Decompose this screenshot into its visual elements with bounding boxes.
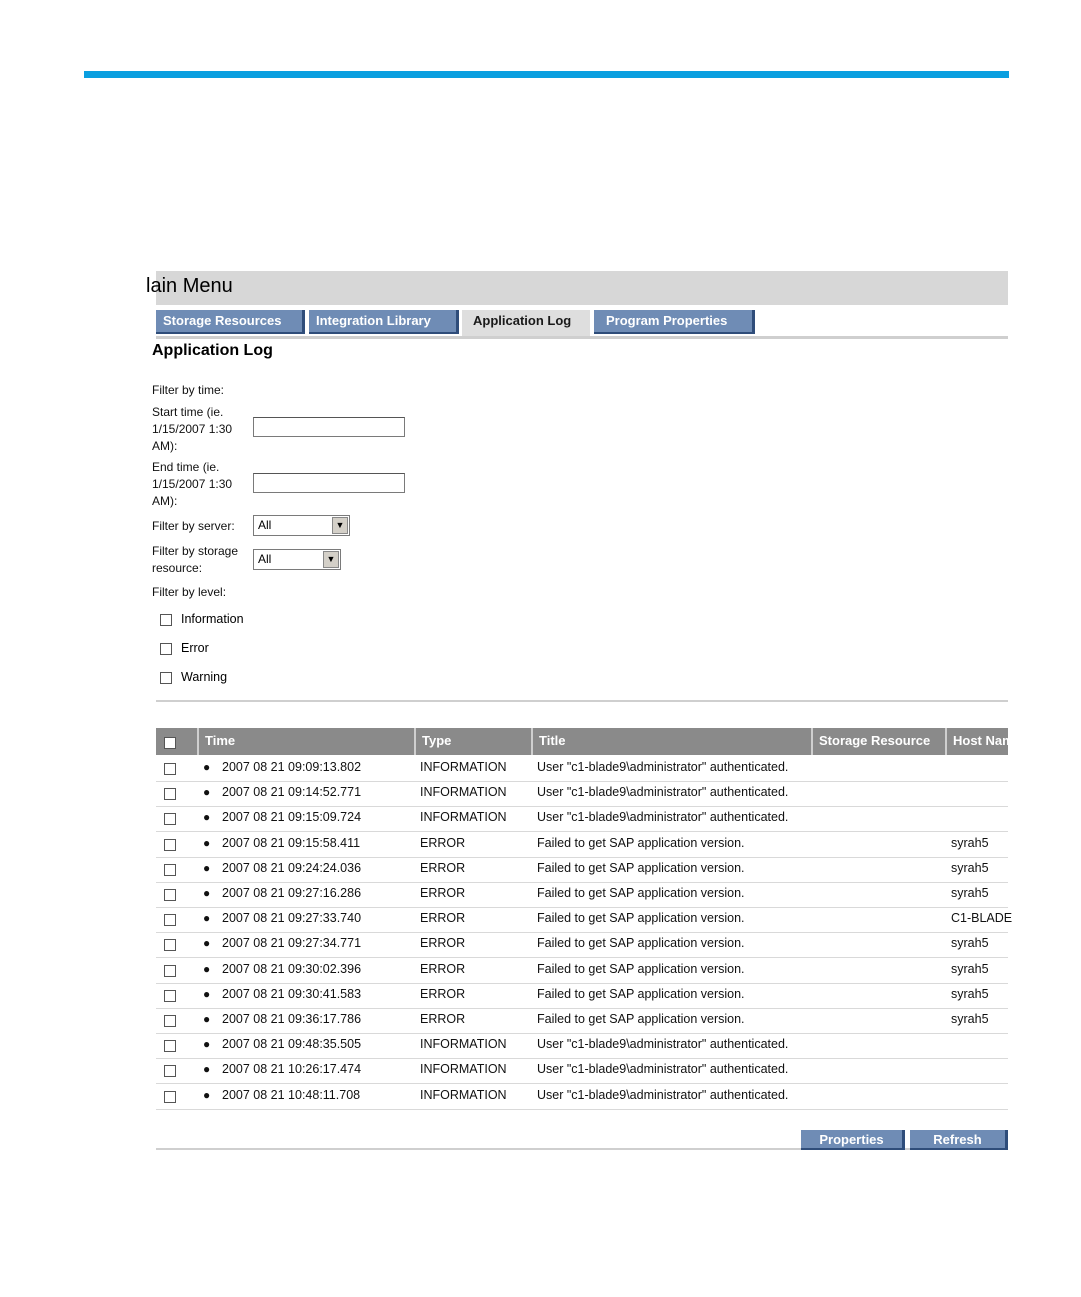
end-time-label-line: 1/15/2007 1:30 (152, 477, 233, 491)
start-time-input[interactable] (253, 417, 405, 437)
bullet-icon: ● (203, 1037, 211, 1052)
tab-bar (156, 310, 1008, 336)
end-time-label-line: AM): (152, 494, 178, 508)
server-select[interactable] (253, 515, 350, 536)
table-row[interactable] (156, 983, 1008, 1009)
bullet-icon: ● (203, 936, 211, 951)
warning-checkbox[interactable] (160, 672, 172, 684)
table-row[interactable] (156, 1058, 1008, 1084)
row-checkbox[interactable] (164, 1015, 176, 1027)
cell-time: 2007 08 21 09:24:24.036 (222, 860, 362, 875)
row-checkbox[interactable] (164, 813, 176, 825)
cell-time: 2007 08 21 10:48:11.708 (222, 1087, 361, 1102)
row-checkbox[interactable] (164, 839, 176, 851)
cell-type: ERROR (420, 961, 466, 976)
end-time-input[interactable] (253, 473, 405, 493)
bullet-icon: ● (203, 785, 211, 800)
cell-type: INFORMATION (420, 1037, 507, 1052)
cell-title: Failed to get SAP application version. (537, 936, 745, 951)
filter-divider (156, 700, 1008, 702)
error-label: Error (181, 641, 209, 655)
row-checkbox[interactable] (164, 939, 176, 951)
cell-host-name: C1-BLADE (951, 911, 1013, 926)
cell-host-name: syrah5 (951, 1012, 989, 1026)
cell-host-name: syrah5 (951, 986, 989, 1001)
storage-filter-label-line: resource: (152, 561, 203, 575)
bullet-icon: ● (203, 810, 211, 825)
row-checkbox[interactable] (164, 990, 176, 1002)
bullet-icon: ● (203, 835, 211, 850)
cell-title: User "c1-blade9\administrator" authenticated. (537, 1062, 789, 1077)
application-window (146, 271, 1021, 1156)
row-checkbox[interactable] (164, 965, 176, 977)
properties-button[interactable]: Properties (801, 1130, 905, 1150)
row-checkbox[interactable] (164, 864, 176, 876)
bullet-icon: ● (203, 760, 211, 774)
tab-underline (156, 336, 1008, 339)
column-header-type[interactable]: Type (414, 728, 531, 755)
cell-host-name: syrah5 (951, 860, 989, 875)
table-row[interactable] (156, 1084, 1008, 1110)
log-table-header (156, 728, 1021, 755)
row-checkbox[interactable] (164, 914, 176, 926)
bullet-icon: ● (203, 860, 211, 875)
cell-time: 2007 08 21 09:27:16.286 (222, 886, 362, 900)
table-row[interactable] (156, 832, 1008, 858)
end-time-label (152, 459, 232, 510)
cell-type: INFORMATION (420, 1087, 507, 1102)
cell-title: Failed to get SAP application version. (537, 1012, 745, 1026)
cell-type: ERROR (420, 860, 466, 875)
cell-time: 2007 08 21 09:30:41.583 (222, 986, 362, 1001)
cell-time: 2007 08 21 09:14:52.771 (222, 785, 362, 800)
cell-title: Failed to get SAP application version. (537, 886, 745, 900)
error-checkbox[interactable] (160, 643, 172, 655)
column-header-host-name[interactable]: Host Name (945, 728, 1008, 755)
bullet-icon: ● (203, 1012, 211, 1026)
cell-time: 2007 08 21 09:48:35.505 (222, 1037, 362, 1052)
column-header-storage-resource[interactable]: Storage Resource (811, 728, 945, 755)
cell-host-name: syrah5 (951, 936, 989, 951)
storage-filter-label (152, 543, 238, 577)
filter-time-heading: Filter by time: (152, 383, 225, 397)
cell-type: INFORMATION (420, 1062, 507, 1077)
bullet-icon: ● (203, 1087, 211, 1102)
cell-type: INFORMATION (420, 810, 507, 825)
tab-integration-library[interactable]: Integration Library (309, 310, 459, 334)
cell-host-name: syrah5 (951, 886, 989, 900)
table-row[interactable] (156, 781, 1008, 807)
start-time-label (152, 404, 232, 455)
main-menu-header (146, 271, 1008, 305)
cell-title: Failed to get SAP application version. (537, 961, 745, 976)
table-row[interactable] (156, 1033, 1008, 1059)
cell-type: ERROR (420, 835, 466, 850)
cell-time: 2007 08 21 09:09:13.802 (222, 760, 362, 774)
cell-host-name: syrah5 (951, 961, 989, 976)
row-checkbox[interactable] (164, 1040, 176, 1052)
cell-time: 2007 08 21 09:27:34.771 (222, 936, 362, 951)
cell-host-name: syrah5 (951, 835, 989, 850)
cell-type: ERROR (420, 886, 466, 900)
start-time-label-line: Start time (ie. (152, 405, 224, 419)
server-filter-label: Filter by server: (152, 519, 235, 533)
main-menu-title: lain Menu (146, 275, 233, 297)
cell-title: Failed to get SAP application version. (537, 860, 745, 875)
storage-resource-select[interactable] (253, 549, 341, 570)
start-time-label-line: 1/15/2007 1:30 (152, 422, 233, 436)
table-row[interactable] (156, 1008, 1008, 1034)
cell-title: Failed to get SAP application version. (537, 986, 745, 1001)
chevron-down-icon[interactable]: ▼ (323, 551, 339, 568)
page-title: Application Log (152, 342, 273, 359)
cell-time: 2007 08 21 09:15:09.724 (222, 810, 362, 825)
bullet-icon: ● (203, 1062, 211, 1077)
table-row[interactable] (156, 857, 1008, 883)
row-checkbox[interactable] (164, 788, 176, 800)
cell-time: 2007 08 21 09:36:17.786 (222, 1012, 362, 1026)
server-select-value: All (258, 518, 272, 532)
row-checkbox[interactable] (164, 1091, 176, 1103)
table-row[interactable] (156, 958, 1008, 984)
table-row[interactable] (156, 932, 1008, 958)
cell-title: User "c1-blade9\administrator" authenticated. (537, 1087, 789, 1102)
column-header-time[interactable]: Time (197, 728, 414, 755)
filter-level-heading: Filter by level: (152, 585, 227, 599)
table-row[interactable] (156, 882, 1008, 908)
bullet-icon: ● (203, 986, 211, 1001)
cell-type: ERROR (420, 1012, 466, 1026)
storage-select-value: All (258, 552, 272, 566)
table-row[interactable] (156, 907, 1013, 933)
storage-filter-label-line: Filter by storage (152, 544, 239, 558)
cell-type: ERROR (420, 986, 466, 1001)
bullet-icon: ● (203, 911, 211, 926)
cell-type: INFORMATION (420, 760, 507, 774)
cell-time: 2007 08 21 09:27:33.740 (222, 911, 362, 926)
select-all-checkbox[interactable] (164, 737, 176, 749)
column-header-title[interactable]: Title (531, 728, 811, 755)
cell-type: ERROR (420, 911, 466, 926)
chevron-down-icon[interactable]: ▼ (332, 517, 348, 534)
tab-application-log[interactable]: Application Log (462, 310, 590, 336)
table-row[interactable] (156, 806, 1008, 832)
cell-type: ERROR (420, 936, 466, 951)
document-accent-bar (84, 71, 1009, 78)
cell-time: 2007 08 21 10:26:17.474 (222, 1062, 362, 1077)
information-label: Information (181, 612, 244, 626)
cell-time: 2007 08 21 09:15:58.411 (222, 835, 361, 850)
cell-title: User "c1-blade9\administrator" authenticated. (537, 1037, 789, 1052)
cell-title: Failed to get SAP application version. (537, 911, 745, 926)
cell-title: User "c1-blade9\administrator" authenticated. (537, 810, 789, 825)
start-time-label-line: AM): (152, 439, 178, 453)
cell-type: INFORMATION (420, 785, 507, 800)
cell-title: User "c1-blade9\administrator" authenticated. (537, 785, 789, 800)
refresh-button[interactable]: Refresh (910, 1130, 1008, 1150)
row-checkbox[interactable] (164, 889, 176, 901)
select-all-header (156, 728, 197, 755)
cell-time: 2007 08 21 09:30:02.396 (222, 961, 362, 976)
end-time-label-line: End time (ie. (152, 460, 220, 474)
cell-title: Failed to get SAP application version. (537, 835, 745, 850)
row-checkbox[interactable] (164, 763, 176, 775)
tab-program-properties[interactable]: Program Properties (594, 310, 755, 334)
table-row[interactable] (156, 756, 1008, 782)
tab-storage-resources[interactable]: Storage Resources (156, 310, 305, 334)
bullet-icon: ● (203, 886, 211, 900)
row-checkbox[interactable] (164, 1065, 176, 1077)
information-checkbox[interactable] (160, 614, 172, 626)
warning-label: Warning (181, 670, 228, 684)
cell-title: User "c1-blade9\administrator" authenticated. (537, 760, 789, 774)
bullet-icon: ● (203, 961, 211, 976)
